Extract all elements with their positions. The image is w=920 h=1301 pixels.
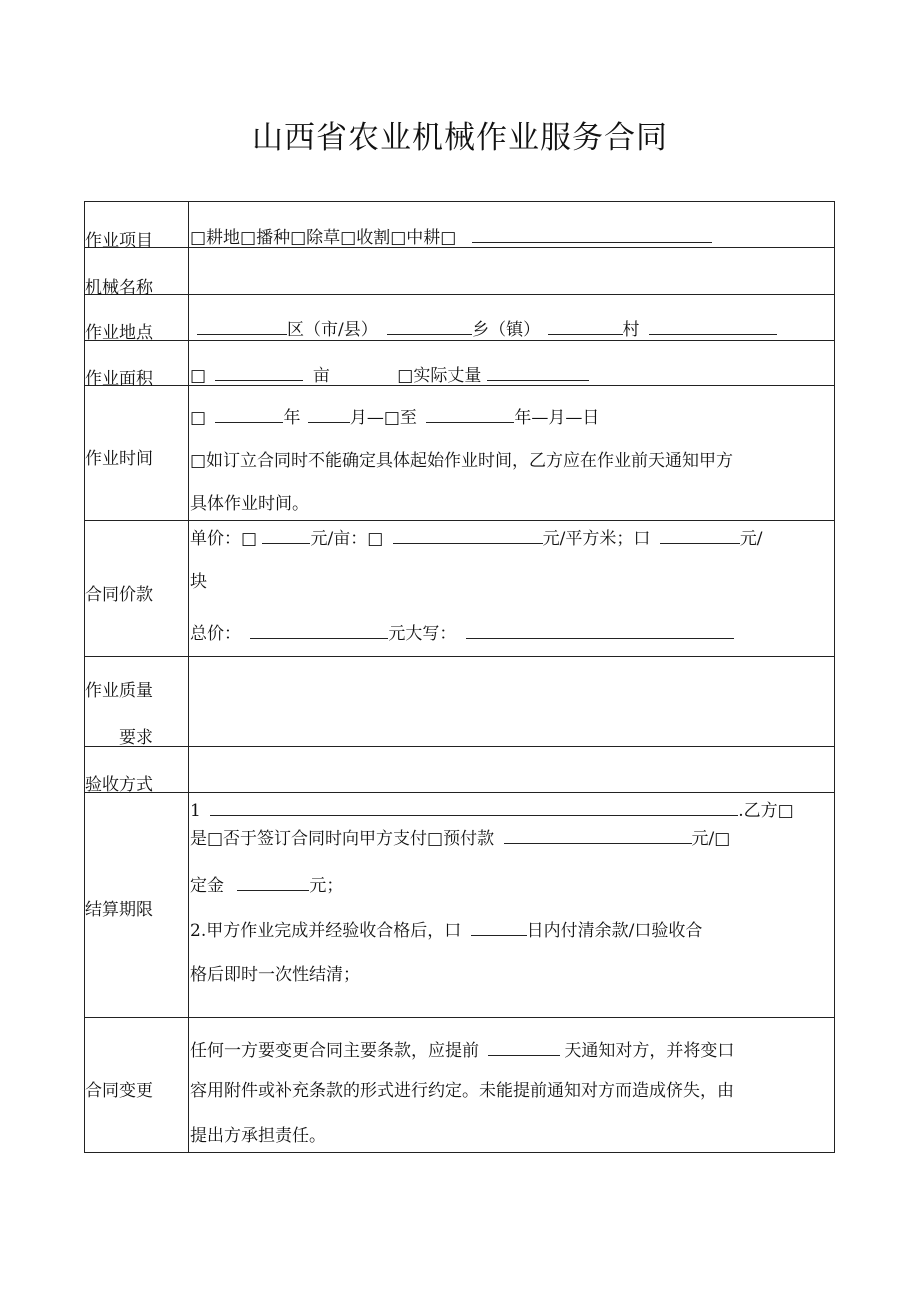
- label-quality-2: 要求: [119, 728, 153, 748]
- deposit-label: 定金: [190, 876, 224, 896]
- label-price: 合同价款: [85, 585, 153, 605]
- label-time: 作业时间: [85, 449, 153, 469]
- deposit-unit: 元；: [309, 876, 344, 896]
- township-blank[interactable]: [387, 318, 472, 335]
- year-label: 年: [283, 408, 301, 428]
- start-year-blank[interactable]: [215, 406, 283, 423]
- time-checkbox[interactable]: □: [190, 408, 207, 428]
- change-text-b: 天通知对方，并将变口: [564, 1041, 735, 1061]
- row-divider: [85, 340, 834, 341]
- actual-measure-blank[interactable]: [487, 364, 589, 381]
- deposit-blank[interactable]: [237, 874, 309, 891]
- days-blank[interactable]: [471, 919, 527, 936]
- end-date-label: 年—月—日: [514, 408, 600, 428]
- unit-price-label: 单价：□: [190, 529, 258, 549]
- item2-text-b: 日内付清余款/口验收合: [526, 921, 703, 941]
- column-divider: [188, 202, 189, 1152]
- time-note-line1[interactable]: □如订立合同时不能确定具体起始作业时间，乙方应在作业前天通知甲方: [190, 451, 734, 471]
- unit-price-line[interactable]: [190, 527, 763, 548]
- deposit-line[interactable]: [190, 874, 343, 895]
- area-checkbox[interactable]: □: [190, 366, 207, 386]
- actual-measure-checkbox[interactable]: □实际丈量: [397, 366, 482, 386]
- per-mu-label: 元/亩：□: [310, 529, 384, 549]
- prepay-unit: 元/□: [691, 829, 731, 849]
- acceptance-field[interactable]: [195, 762, 815, 786]
- per-piece-label: 元/: [739, 529, 763, 549]
- label-project: 作业项目: [85, 231, 153, 251]
- price-per-sqm-blank[interactable]: [393, 527, 543, 544]
- contract-form: [84, 201, 835, 1153]
- item1-end: .乙方□: [738, 801, 794, 821]
- project-checkboxes[interactable]: □耕地□播种□除草□收割□中耕□: [190, 228, 457, 248]
- item1-blank[interactable]: [210, 799, 738, 816]
- row-divider: [85, 792, 834, 793]
- village-label: 村: [622, 320, 640, 340]
- month-to-label: 月—□至: [349, 408, 417, 428]
- area-unit: 亩: [312, 366, 330, 386]
- total-price-blank[interactable]: [250, 622, 388, 639]
- end-year-blank[interactable]: [426, 406, 514, 423]
- location-fields[interactable]: [197, 318, 777, 339]
- row-divider: [85, 746, 834, 747]
- start-month-blank[interactable]: [308, 406, 350, 423]
- time-note-line2: 具体作业时间。: [190, 494, 309, 514]
- district-label: 区（市/县）: [287, 320, 378, 340]
- total-price-label: 总价：: [190, 624, 241, 644]
- total-upper-blank[interactable]: [466, 622, 734, 639]
- item2-text-a: 2.甲方作业完成并经验收合格后，口: [190, 921, 462, 941]
- time-range[interactable]: [190, 406, 599, 427]
- label-settlement: 结算期限: [85, 900, 153, 920]
- quality-field[interactable]: [195, 672, 815, 732]
- price-per-mu-blank[interactable]: [262, 527, 310, 544]
- settlement-item2-line2: 格后即时一次性结清；: [190, 965, 360, 985]
- piece-unit: 块: [190, 572, 207, 592]
- document-title: 山西省农业机械作业服务合同: [252, 120, 668, 156]
- label-machine: 机械名称: [85, 278, 153, 298]
- notice-days-blank[interactable]: [488, 1039, 560, 1056]
- settlement-item2[interactable]: [190, 919, 702, 940]
- change-line2: 容用附件或补充条款的形式进行约定。未能提前通知对方而造成侪失，由: [190, 1081, 734, 1101]
- label-location: 作业地点: [85, 323, 153, 343]
- label-area: 作业面积: [85, 369, 153, 389]
- per-sqm-label: 元/平方米；口: [542, 529, 651, 549]
- row-divider: [85, 1017, 834, 1018]
- item1-number: 1: [190, 801, 201, 821]
- area-blank[interactable]: [215, 364, 303, 381]
- label-acceptance: 验收方式: [85, 775, 153, 795]
- project-options[interactable]: [190, 226, 712, 247]
- area-fields[interactable]: [190, 364, 589, 385]
- change-text-a: 任何一方要变更合同主要条款，应提前: [190, 1041, 479, 1061]
- row-divider: [85, 294, 834, 295]
- price-per-piece-blank[interactable]: [660, 527, 740, 544]
- prepay-text: 是□否于签订合同时向甲方支付□预付款: [190, 829, 495, 849]
- village-name-blank[interactable]: [649, 318, 777, 335]
- total-price-line[interactable]: [190, 622, 734, 643]
- change-line1[interactable]: [190, 1039, 734, 1060]
- label-quality-1: 作业质量: [85, 681, 153, 701]
- row-divider: [85, 520, 834, 521]
- district-blank[interactable]: [197, 318, 287, 335]
- label-change: 合同变更: [85, 1081, 153, 1101]
- total-upper-label: 元大写：: [388, 624, 457, 644]
- settlement-item1-line2[interactable]: [190, 827, 730, 848]
- machine-name-field[interactable]: [195, 265, 815, 289]
- change-line3: 提出方承担责任。: [190, 1126, 326, 1146]
- prepay-blank[interactable]: [504, 827, 692, 844]
- township-label: 乡（镇）: [472, 320, 541, 340]
- project-other-blank[interactable]: [472, 226, 712, 243]
- village-blank[interactable]: [548, 318, 623, 335]
- row-divider: [85, 656, 834, 657]
- settlement-item1[interactable]: [190, 799, 794, 820]
